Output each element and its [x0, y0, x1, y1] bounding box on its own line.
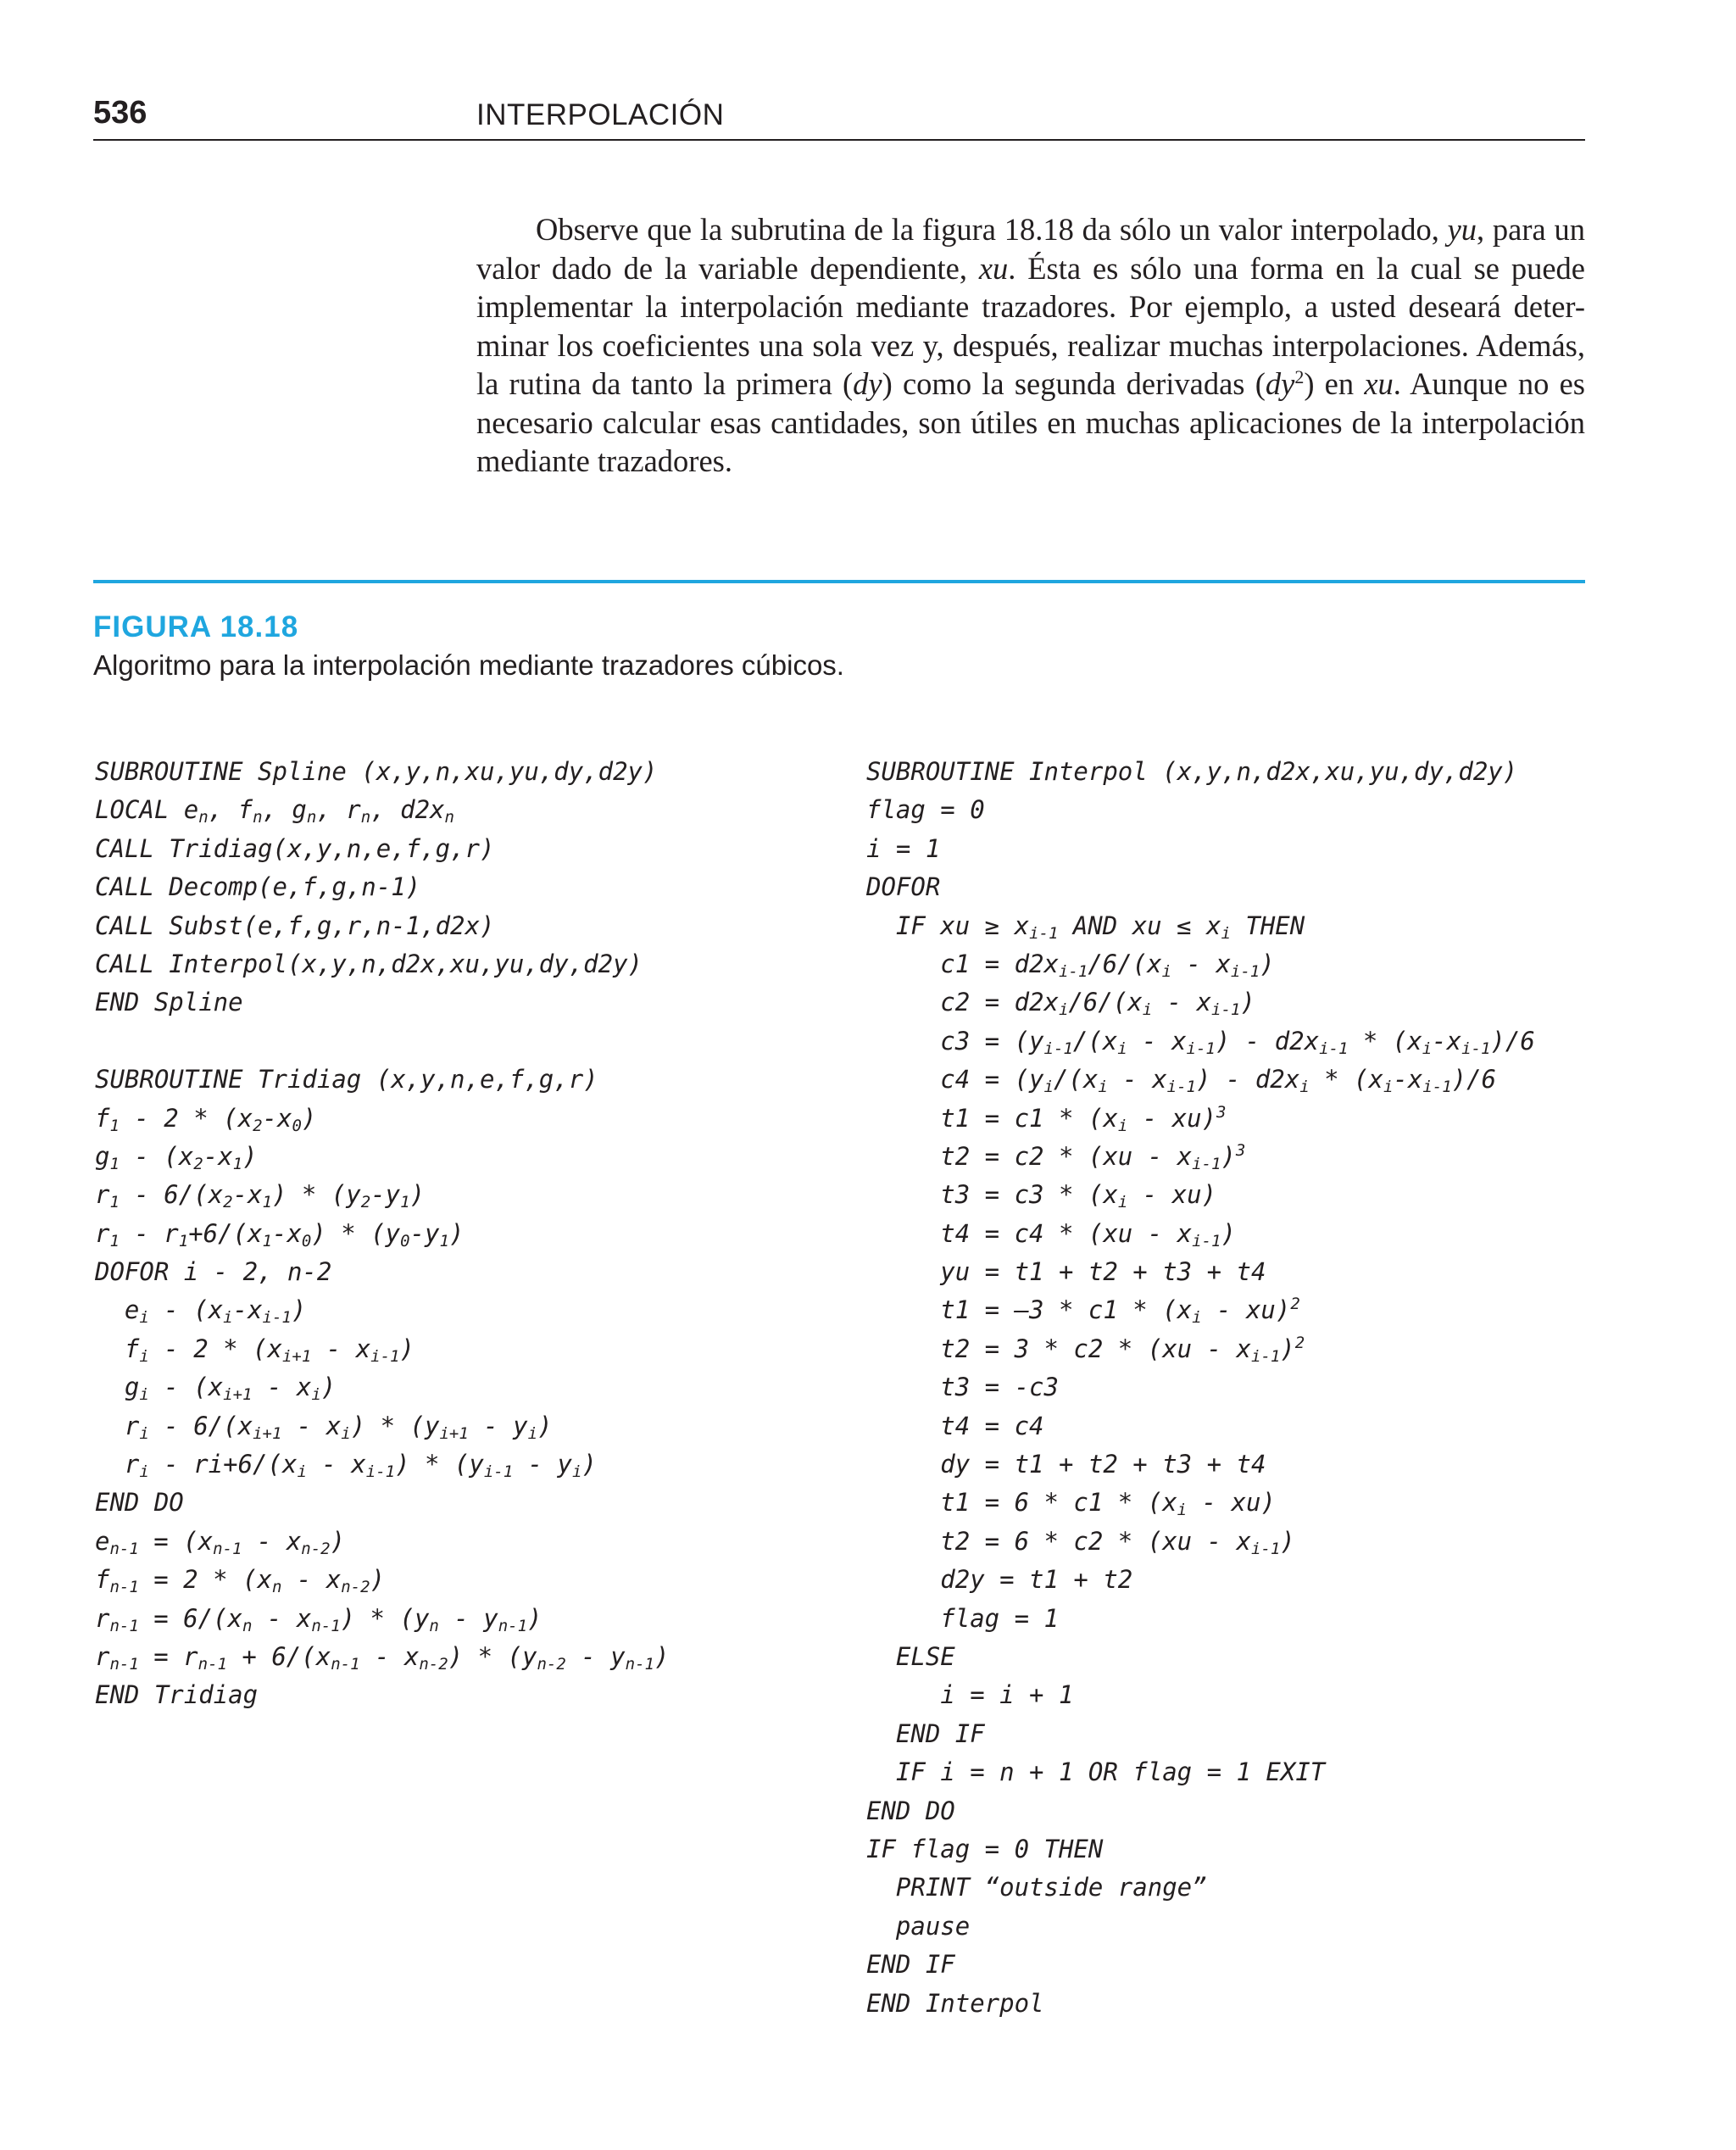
code-line: i = i + 1 [866, 1680, 1074, 1710]
code-line: $g_i - (x_{i+1} - x_i)$ [95, 1373, 337, 1405]
code-line: t4 = c4 [866, 1411, 1044, 1440]
pseudocode-interpol [866, 753, 1535, 2023]
code-line: END Spline [95, 988, 243, 1017]
body-variable-dy2: dy [1265, 366, 1295, 401]
running-title: INTERPOLACIÓN [476, 98, 725, 131]
body-superscript: 2 [1294, 365, 1305, 387]
code-line: $f_i - 2 * (x_{i+1} - x_{i-1})$ [95, 1334, 415, 1366]
body-text-segment: minar los coeficientes una sola vez y, después, realizar muchas interpolaciones. Además, la rutina da tanto la primera ( [476, 327, 1585, 401]
code-line: END IF [866, 1950, 955, 1980]
code-line: $e_i - (x_i-x_{i-1})$ [95, 1295, 307, 1328]
code-line: i = 1 [866, 833, 941, 863]
body-text-segment: Observe que la subrutina de la figura 18.18 da sólo un valor interpolado, [536, 212, 1448, 247]
code-line: $r_i - ri+6/(x_i - x_{i-1}) * (y_{i-1} - y_i)$ [95, 1450, 597, 1482]
code-line: IF flag = 0 THEN [866, 1834, 1104, 1863]
code-line: $f_1 - 2 * (x_2-x_0)$ [95, 1103, 317, 1135]
code-line: $t1 = c1 * (x_i - xu)^3$ [866, 1102, 1227, 1135]
code-line: $r_i - 6/(x_{i+1} - x_i) * (y_{i+1} - y_i)$ [95, 1411, 553, 1443]
code-line: $t1 = 6 * c1 * (x_i - xu)$ [866, 1488, 1276, 1520]
figure-divider [93, 580, 1585, 583]
code-line: $t2 = c2 * (xu - x_{i-1})^3$ [866, 1140, 1246, 1173]
code-line: END Interpol [866, 1988, 1044, 2018]
code-line: CALL Interpol(x,y,n,d2x,xu,yu,dy,d2y) [95, 949, 643, 978]
code-line: IF i = n + 1 OR flag = 1 EXIT [866, 1757, 1326, 1787]
code-line: SUBROUTINE Spline (x,y,n,xu,yu,dy,d2y) [95, 757, 658, 786]
figure-caption: Algoritmo para la interpolación mediante trazadores cúbicos. [93, 649, 844, 681]
code-line: yu = t1 + t2 + t3 + t4 [866, 1257, 1266, 1287]
code-line: $r_{n-1} = r_{n-1} + 6/(x_{n-1} - x_{n-2}) * (y_{n-2} - y_{n-1})$ [95, 1641, 670, 1674]
code-line: $c4 = (y_i/(x_i - x_{i-1}) - d2x_i * (x_i-x_{i-1})/6$ [866, 1065, 1497, 1097]
body-text-segment: . Aunque no es necesario calcular esas cantidades, son útiles en muchas aplicaciones de la interpolación mediante trazadores. [476, 366, 1585, 478]
body-text-segment: . Ésta es sólo una forma en la cual se puede implementar la interpolación mediante trazadores. Por ejemplo, a usted deseará deter- [476, 250, 1585, 324]
code-line: END DO [95, 1488, 184, 1518]
code-line: DOFOR [866, 872, 941, 902]
body-text-segment: , para un valor dado de la variable dependiente, [476, 212, 1585, 286]
code-line: flag = 1 [866, 1603, 1059, 1633]
code-line: END IF [866, 1718, 985, 1748]
code-line: SUBROUTINE Tridiag (x,y,n,e,f,g,r) [95, 1065, 598, 1094]
body-variable-yu: yu [1447, 212, 1477, 247]
page-number: 536 [93, 95, 147, 131]
body-text-segment: ) en [1304, 366, 1365, 401]
code-line: $t2 = 3 * c2 * (xu - x_{i-1})^2$ [866, 1333, 1305, 1366]
code-line: $r_{n-1} = 6/(x_n - x_{n-1}) * (y_n - y_{n-1})$ [95, 1603, 542, 1635]
code-line: SUBROUTINE Interpol (x,y,n,d2x,xu,yu,dy,d2y) [866, 757, 1518, 786]
code-line: flag = 0 [866, 795, 985, 825]
code-line: $r_1 - 6/(x_2-x_1) * (y_2-y_1)$ [95, 1180, 426, 1212]
code-line: $f_{n-1} = 2 * (x_n - x_{n-2})$ [95, 1565, 386, 1597]
code-line: t3 = -c3 [866, 1373, 1059, 1402]
body-variable-dy: dy [853, 366, 882, 401]
code-line: ELSE [866, 1641, 955, 1671]
figure-label: FIGURA 18.18 [93, 610, 299, 643]
code-line: dy = t1 + t2 + t3 + t4 [866, 1450, 1266, 1479]
code-line: IF xu ≥ $x_{i-1}$ AND xu ≤ $x_i$ THEN [866, 911, 1305, 943]
code-line: $t2 = 6 * c2 * (xu - x_{i-1})$ [866, 1526, 1295, 1558]
code-line: CALL Subst(e,f,g,r,n-1,d2x) [95, 911, 495, 940]
code-line: $g_1 - (x_2-x_1)$ [95, 1141, 258, 1173]
code-line: $r_1 - r_1+6/(x_1-x_0) * (y_0-y_1)$ [95, 1218, 465, 1250]
code-line: END DO [866, 1796, 955, 1825]
body-paragraph [476, 210, 1585, 481]
body-variable-xu: xu [978, 250, 1009, 286]
pseudocode-spline-tridiag [95, 753, 669, 1715]
code-line: $e_{n-1} = (x_{n-1} - x_{n-2})$ [95, 1526, 346, 1558]
body-variable-xu: xu [1364, 366, 1394, 401]
code-line: PRINT “outside range” [866, 1873, 1207, 1902]
code-line: $t3 = c3 * (x_i - xu)$ [866, 1180, 1217, 1212]
code-line: $t4 = c4 * (xu - x_{i-1})$ [866, 1218, 1236, 1250]
code-line: LOCAL $e_n$, $f_n$, $g_n$, $r_n$, $d2x_n$ [95, 795, 454, 827]
code-line: $c1 = d2x_{i-1}/6/(x_i - x_{i-1})$ [866, 949, 1275, 981]
code-line: $c2 = d2x_i/6/(x_i - x_{i-1})$ [866, 988, 1255, 1020]
code-line: DOFOR i - 2, n-2 [95, 1257, 332, 1287]
code-line [95, 1022, 669, 1061]
code-line: t1 = —3 * $c1 * (x_i - xu)^2$ [866, 1295, 1300, 1328]
code-line: d2y = t1 + t2 [866, 1565, 1133, 1595]
code-line: $c3 = (y_{i-1}/(x_i - x_{i-1}) - d2x_{i-1} * (x_i-x_{i-1})/6$ [866, 1026, 1535, 1058]
body-text-segment: ) como la segunda derivadas ( [882, 366, 1266, 401]
code-line: pause [866, 1911, 971, 1941]
page-header [93, 95, 1585, 141]
code-line: CALL Decomp(e,f,g,n-1) [95, 872, 421, 902]
code-line: END Tridiag [95, 1680, 259, 1710]
code-line: CALL Tridiag(x,y,n,e,f,g,r) [95, 833, 495, 863]
